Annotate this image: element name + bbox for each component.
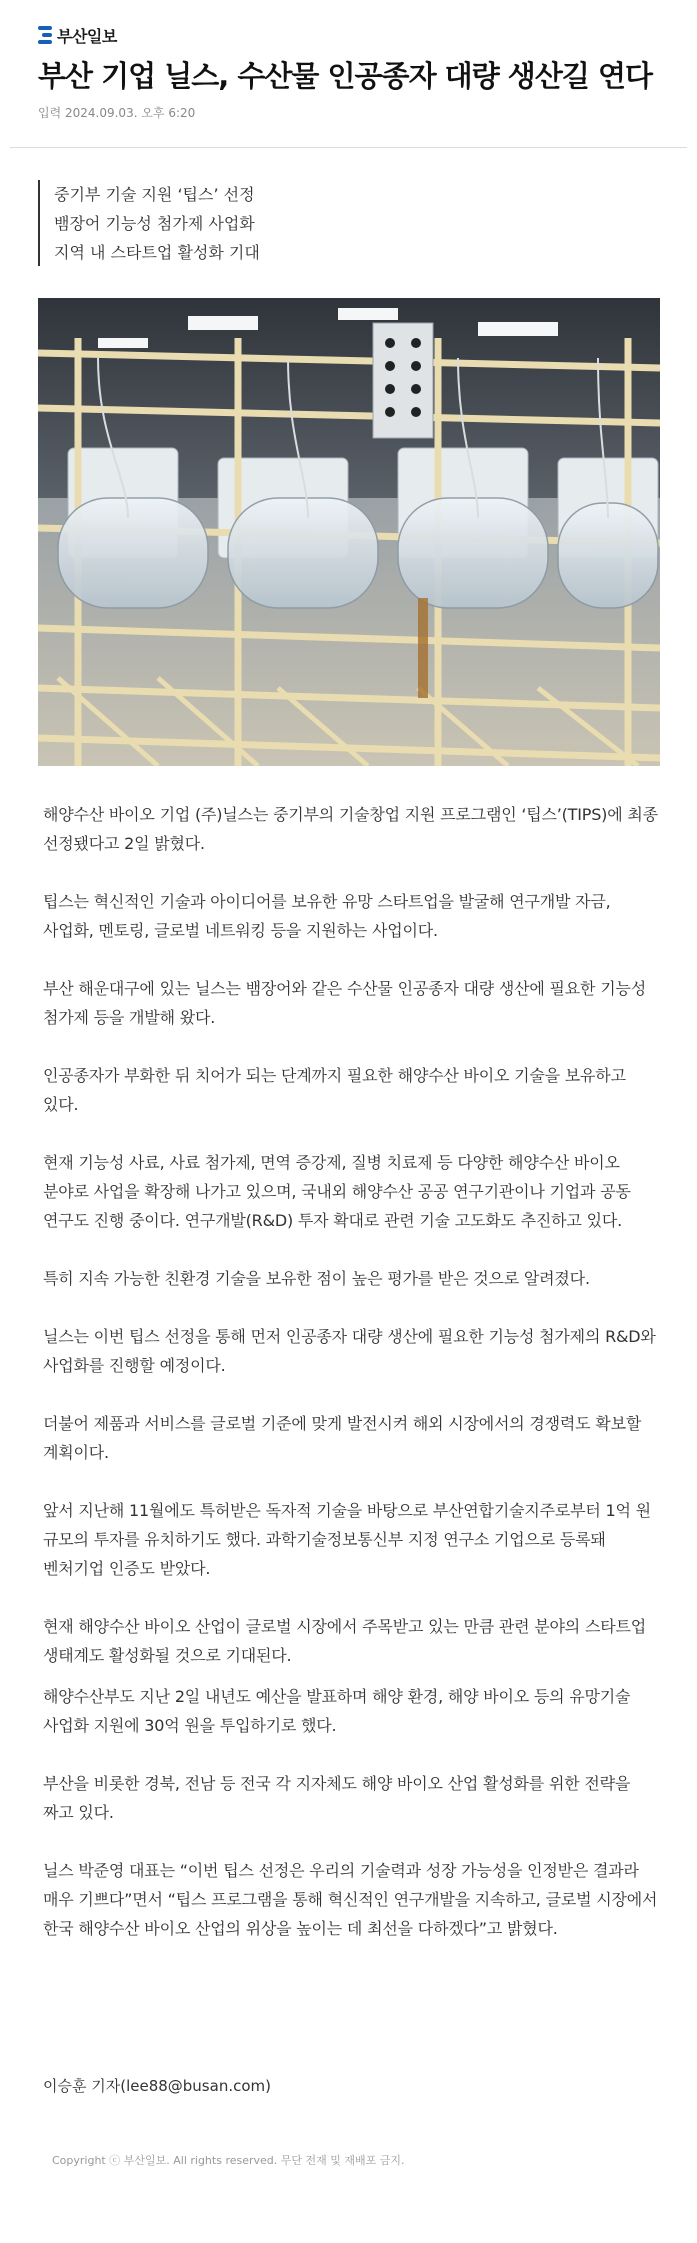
busan-ilbo-logo-icon: [38, 24, 52, 46]
article-byline: 이승훈 기자(lee88@busan.com): [43, 2077, 271, 2095]
article-paragraph: 현재 해양수산 바이오 산업이 글로벌 시장에서 주목받고 있는 만큼 관련 분야의 스타트업 생태계도 활성화될 것으로 기대된다.: [43, 1617, 646, 1665]
article-title: 부산 기업 닐스, 수산물 인공종자 대량 생산길 연다: [38, 59, 652, 93]
article-dateline: 입력 2024.09.03. 오후 6:20: [38, 106, 196, 120]
subhead-line: 중기부 기술 지원 ‘팁스’ 선정: [54, 185, 255, 204]
article-paragraph: 특히 지속 가능한 친환경 기술을 보유한 점이 높은 평가를 받은 것으로 알려졌다.: [43, 1269, 590, 1288]
brand-name: 부산일보: [57, 26, 117, 46]
article-paragraph: 닐스는 이번 팁스 선정을 통해 먼저 인공종자 대량 생산에 필요한 기능성 첨가제의 R&D와 사업화를 진행할 예정이다.: [43, 1327, 656, 1375]
article-paragraph: 해양수산부도 지난 2일 내년도 예산을 발표하며 해양 환경, 해양 바이오 등의 유망기술 사업화 지원에 30억 원을 투입하기로 했다.: [43, 1687, 631, 1735]
brand-logo[interactable]: [38, 22, 668, 48]
article-body: [43, 800, 663, 1972]
article-paragraph: 현재 기능성 사료, 사료 첨가제, 면역 증강제, 질병 치료제 등 다양한 해양수산 바이오 분야로 사업을 확장해 나가고 있으며, 국내외 해양수산 공공 연구기관이나 기업과 공동 연구도 진행 중이다. 연구개발(R&D) 투자 확대로 관련 기술 고도화도 추진하고 있다.: [43, 1153, 631, 1230]
article-paragraph: 인공종자가 부화한 뒤 치어가 되는 단계까지 필요한 해양수산 바이오 기술을 보유하고 있다.: [43, 1066, 626, 1114]
article-paragraph: 더불어 제품과 서비스를 글로벌 기준에 맞게 발전시켜 해외 시장에서의 경쟁력도 확보할 계획이다.: [43, 1414, 642, 1462]
copyright-notice: Copyright ⓒ 부산일보. All rights reserved. 무단 전재 및 재배포 금지.: [52, 2154, 405, 2167]
article-paragraph: 팁스는 혁신적인 기술과 아이디어를 보유한 유망 스타트업을 발굴해 연구개발 자금, 사업화, 멘토링, 글로벌 네트워킹 등을 지원하는 사업이다.: [43, 892, 611, 940]
subhead-line: 뱀장어 기능성 첨가제 사업화: [54, 214, 255, 233]
article-paragraph: 해양수산 바이오 기업 (주)닐스는 중기부의 기술창업 지원 프로그램인 ‘팁스’(TIPS)에 최종 선정됐다고 2일 밝혔다.: [43, 805, 658, 853]
article-paragraph: 부산 해운대구에 있는 닐스는 뱀장어와 같은 수산물 인공종자 대량 생산에 필요한 기능성 첨가제 등을 개발해 왔다.: [43, 979, 646, 1027]
site-header: [38, 22, 668, 48]
article-paragraph: 부산을 비롯한 경북, 전남 등 전국 각 지자체도 해양 바이오 산업 활성화를 위한 전략을 짜고 있다.: [43, 1774, 631, 1822]
article-paragraph: 닐스 박준영 대표는 “이번 팁스 선정은 우리의 기술력과 성장 가능성을 인정받은 결과라 매우 기쁘다”면서 “팁스 프로그램을 통해 혁신적인 연구개발을 지속하고, 글로벌 시장에서 한국 해양수산 바이오 산업의 위상을 높이는 데 최선을 다하겠다”고 밝혔다.: [43, 1861, 658, 1938]
article-photo: [38, 298, 660, 766]
subhead-line: 지역 내 스타트업 활성화 기대: [54, 243, 260, 262]
article-paragraph: 앞서 지난해 11월에도 특허받은 독자적 기술을 바탕으로 부산연합기술지주로부터 1억 원 규모의 투자를 유치하기도 했다. 과학기술정보통신부 지정 연구소 기업으로 등록돼 벤처기업 인증도 받았다.: [43, 1501, 651, 1578]
article-subheads: [38, 180, 438, 266]
header-divider: [10, 147, 687, 148]
